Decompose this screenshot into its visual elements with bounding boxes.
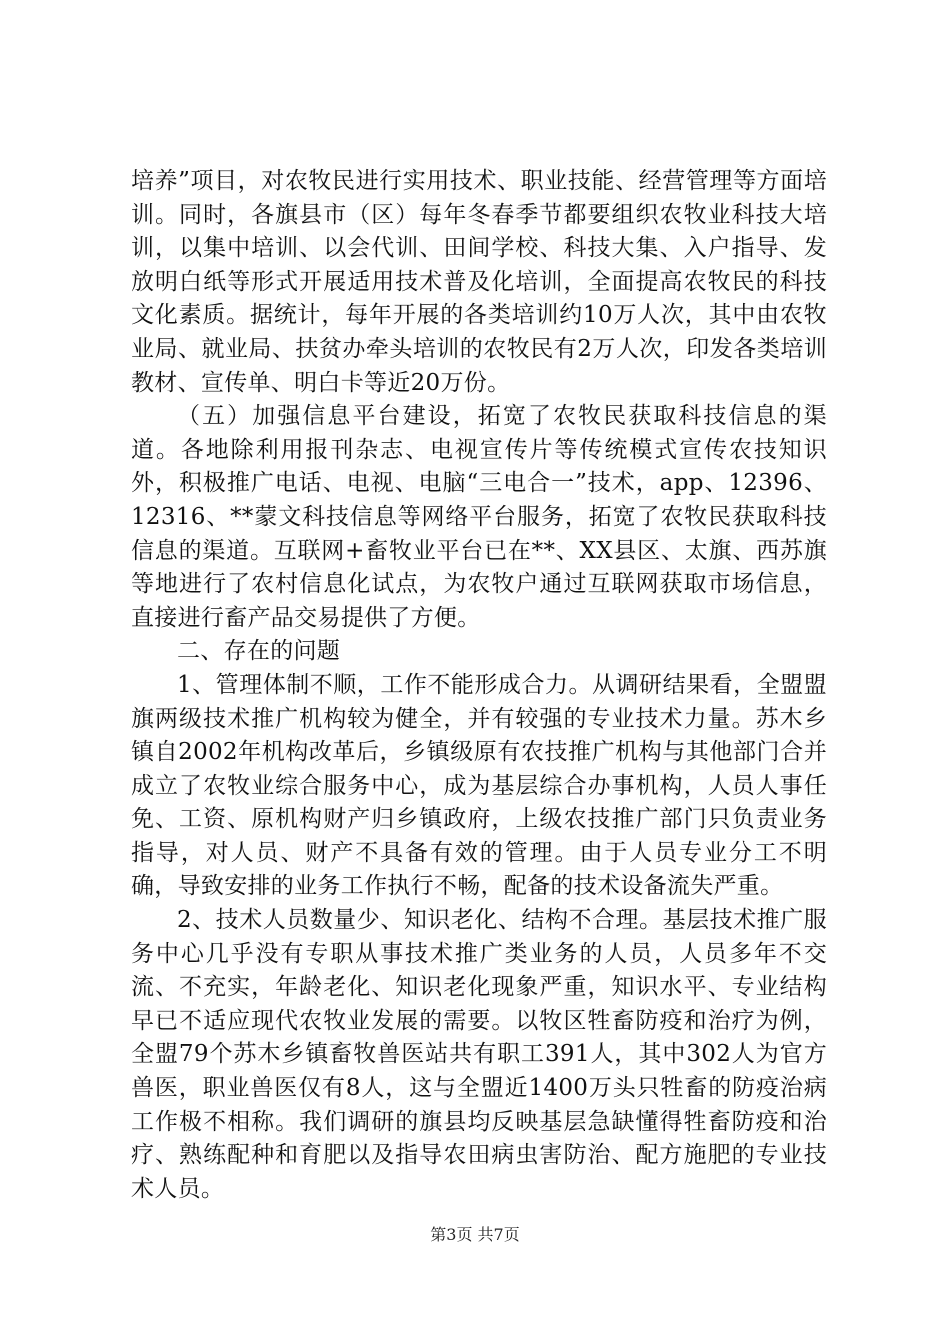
- page-footer: 第3页 共7页: [430, 1225, 520, 1244]
- paragraph-management: 1、管理体制不顺，工作不能形成合力。从调研结果看，全盟盟旗两级技术推广机构较为健全，并有较强的专业技术力量。苏木乡镇自2002年机构改革后，乡镇级原有农技推广机构与其他部门合并成立了农牧业综合服务中心，成为基层综合办事机构，人员人事任免、工资、原机构财产归乡镇政府，上级农技推广部门只负责业务指导，对人员、财产不具备有效的管理。由于人员专业分工不明确，导致安排的业务工作执行不畅，配备的技术设备流失严重。: [131, 671, 827, 900]
- paragraph-technical-staff: 2、技术人员数量少、知识老化、结构不合理。基层技术推广服务中心几乎没有专职从事技术推广类业务的人员，人员多年不交流、不充实，年龄老化、知识老化现象严重，知识水平、专业结构早已不适应现代农牧业发展的需要。以牧区牲畜防疫和治疗为例，全盟79个苏木乡镇畜牧兽医站共有职工391人，其中302人为官方兽医，职业兽医仅有8人，这与全盟近1400万头只牲畜的防疫治病工作极不相称。我们调研的旗县均反映基层急缺懂得牲畜防疫和治疗、熟练配种和育肥以及指导农田病虫害防治、配方施肥的专业技术人员。: [131, 907, 827, 1202]
- paragraph-training: 培养”项目，对农牧民进行实用技术、职业技能、经营管理等方面培训。同时，各旗县市（区）每年冬春季节都要组织农牧业科技大培训，以集中培训、以会代训、田间学校、科技大集、入户指导、发放明白纸等形式开展适用技术普及化培训，全面提高农牧民的科技文化素质。据统计，每年开展的各类培训约10万人次，其中由农牧业局、就业局、扶贫办牵头培训的农牧民有2万人次，印发各类培训教材、宣传单、明白卡等近20万份。: [131, 168, 827, 396]
- document-body: [131, 165, 827, 1206]
- section-heading-problems: 二、存在的问题: [177, 638, 341, 665]
- paragraph-info-platform: （五）加强信息平台建设，拓宽了农牧民获取科技信息的渠道。各地除利用报刊杂志、电视宣传片等传统模式宣传农技知识外，积极推广电话、电视、电脑“三电合一”技术，app、12396、12316、**蒙文科技信息等网络平台服务，拓宽了农牧民获取科技信息的渠道。互联网+畜牧业平台已在**、XX县区、太旗、西苏旗等地进行了农村信息化试点，为农牧户通过互联网获取市场信息，直接进行畜产品交易提供了方便。: [131, 403, 827, 631]
